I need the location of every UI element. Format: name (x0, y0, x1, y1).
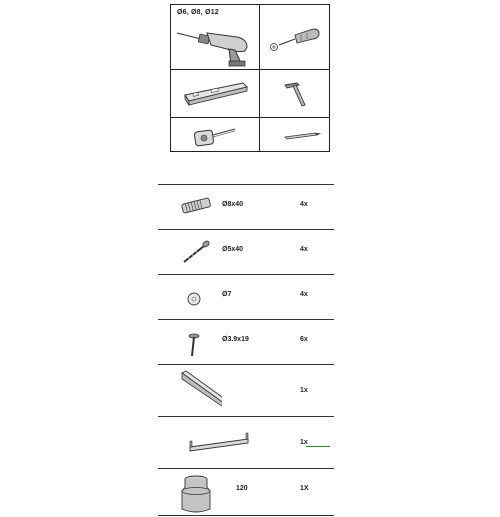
pencil-cell (259, 117, 331, 153)
tools-grid (170, 4, 330, 152)
parts-list (158, 184, 334, 516)
part-label: Ø5x40 (222, 246, 244, 253)
part-row (158, 319, 334, 364)
drill-bit-sizes: Ø6, Ø8, Ø12 (177, 9, 219, 16)
flat-bracket-icon (164, 419, 254, 467)
part-label: Ø8x40 (222, 201, 244, 208)
part-label: 120 (236, 485, 248, 492)
wall-plug-icon (164, 187, 222, 227)
part-row (158, 184, 334, 229)
tape-measure-cell (171, 117, 259, 153)
part-quantity: 1x (300, 439, 308, 446)
part-quantity: 4x (300, 201, 308, 208)
screwdriver-cell (259, 5, 331, 69)
part-row (158, 468, 334, 516)
part-quantity: 1X (300, 485, 309, 492)
hex-key-cell (259, 69, 331, 117)
quantity-underline (306, 446, 330, 447)
part-row (158, 364, 334, 416)
part-quantity: 4x (300, 246, 308, 253)
drill-cell (171, 5, 259, 69)
pencil-icon (283, 129, 321, 143)
part-row (158, 416, 334, 468)
spirit-level-icon (181, 77, 251, 109)
washer-icon (164, 277, 222, 317)
part-quantity: 4x (300, 291, 308, 298)
spirit-level-cell (171, 69, 259, 117)
part-label: Ø7 (222, 291, 232, 298)
screw-icon (164, 232, 222, 272)
drill-icon (175, 19, 257, 67)
part-row (158, 274, 334, 319)
rail-bracket-icon (164, 367, 222, 415)
part-row (158, 229, 334, 274)
part-quantity: 6x (300, 336, 308, 343)
pipe-collar-icon (164, 471, 222, 517)
hex-key-icon (281, 79, 311, 109)
screwdriver-icon (269, 27, 323, 53)
small-screw-icon (164, 322, 222, 362)
part-label: Ø3.9x19 (222, 336, 249, 343)
tape-measure-icon (191, 123, 241, 149)
part-quantity: 1x (300, 387, 308, 394)
